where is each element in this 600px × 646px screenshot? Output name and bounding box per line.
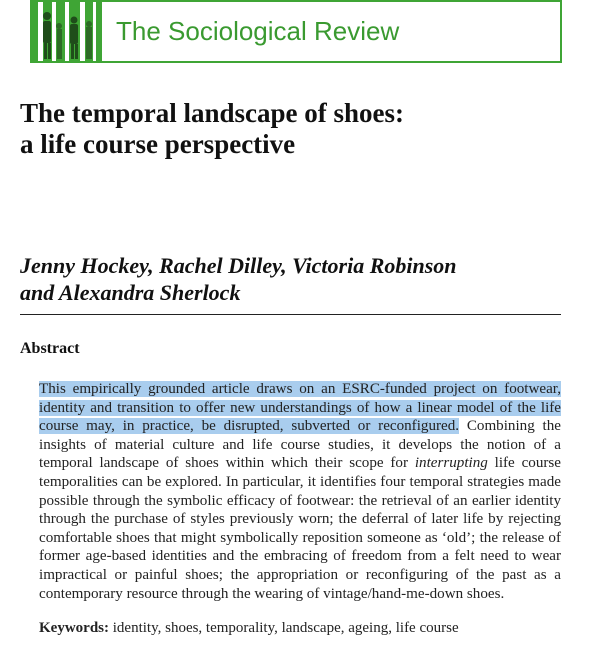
abstract-body[interactable] xyxy=(39,380,561,603)
authors-line-2: and Alexandra Sherlock xyxy=(20,280,241,305)
abstract-text-part-2: life course temporalities can be explored. In particular, it identifies four temporal strategies made possible through the symbolic efficacy of footwear: the retrieval of an earlier identity through the purchase of styles previously worn; the deferral of later life by rejecting comfortable shoes that might symbolically reposition someone as ‘old’; the release of former age-based identities and the embracing of freedom from a felt need to wear impractical or painful shoes; the appropriation or reconfiguring of the past as a contemporary resource through the wearing of vintage/hand-me-down shoes. xyxy=(39,455,561,602)
abstract-heading: Abstract xyxy=(20,340,80,357)
journal-title: The Sociological Review xyxy=(116,16,400,46)
author-list xyxy=(20,252,560,306)
highlighted-selection[interactable]: This empirically grounded article draws on an ESRC-funded project on footwear, identity and transition to offer new understandings of how a linear model of the life course may, in practice, be disrupted, subverted or reconfigured. xyxy=(39,381,561,435)
keywords-line xyxy=(39,620,561,637)
article-title-line-2: a life course perspective xyxy=(20,129,296,159)
article-title xyxy=(20,98,560,160)
keywords-label: Keywords: xyxy=(39,620,109,636)
journal-header xyxy=(30,0,562,63)
article-title-line-1: The temporal landscape of shoes: xyxy=(20,98,404,128)
abstract-italic-term: interrupting xyxy=(414,455,488,472)
keywords-value: identity, shoes, temporality, landscape, ageing, life course xyxy=(109,620,459,636)
abstract-text-part-1: Combining the insights of material culture and life course studies, it develops the notion of a temporal landscape of shoes within which their scope for xyxy=(39,418,561,472)
journal-logo-icon xyxy=(32,2,102,61)
authors-line-1: Jenny Hockey, Rachel Dilley, Victoria Robinson xyxy=(20,253,457,278)
section-divider xyxy=(20,314,561,315)
